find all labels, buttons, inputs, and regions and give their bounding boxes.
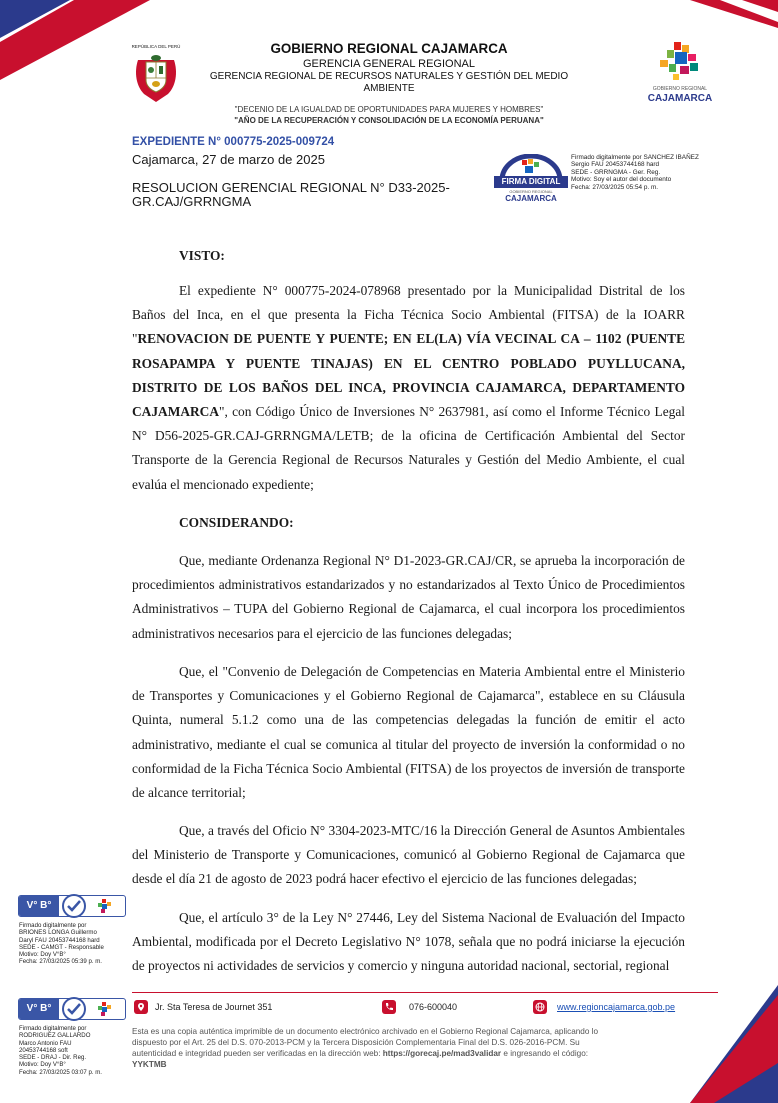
checkmark-seal-icon	[61, 893, 87, 919]
visto-text-end: ", con Código Único de Inversiones N° 2637981, así como el Informe Técnico Legal N° D56-2025-GR.CAJ-GRRNGMA/LETB; de la oficina de Certificación Ambiental del Sector Transporte de la Gerencia Regional de Recursos Naturales y Gestión del Medio Ambiente, el cual evalúa el mencionado expediente;	[132, 404, 685, 492]
visto-bueno-stamp-1	[18, 895, 126, 917]
visto-bueno-2-details	[19, 1025, 127, 1076]
legal-note-line-1: Esta es una copia auténtica imprimible de un documento electrónico archivado en el Gobierno Regional Cajamarca, aplicando lo	[132, 1027, 599, 1036]
visto-bueno-1-details	[19, 922, 127, 966]
footer-divider	[132, 992, 718, 993]
considerando-paragraph-4	[132, 906, 685, 979]
firma-digital-big: CAJAMARCA	[505, 194, 557, 203]
vb1-line-2: BRIONES LONGA Guillermo	[19, 929, 97, 937]
location-pin-icon	[134, 1000, 148, 1014]
year-slogan: "AÑO DE LA RECUPERACIÓN Y CONSOLIDACIÓN DE LA ECONOMÍA PERUANA"	[234, 116, 544, 125]
paragraph-convenio: Que, el "Convenio de Delegación de Competencias en Materia Ambiental entre el Ministerio de Transportes y Comunicaciones y el Gobierno Regional de Cajamarca", establece en su Cláusula Quinta, numeral 5.1.2 como una de las competencias delegadas la función de emitir el acto administrativo, mediante el cual se comunica al titular del proyecto de inversión la conformidad o no conformidad de la Ficha Técnica Socio Ambiental (FITSA) de los proyectos de inversión de transporte de alcance territorial;	[132, 664, 685, 801]
header-subtitle-2: GERENCIA REGIONAL DE RECURSOS NATURALES Y GESTIÓN DEL MEDIO	[209, 71, 569, 82]
footer-legal-note	[132, 1026, 637, 1070]
logo-big-text: CAJAMARCA	[647, 93, 713, 104]
visto-text-start: El expediente N° 000775-2024-078968 presentado por la Municipalidad Distrital de los Baños del Inca, en el que presenta la Ficha Técnica Socio Ambiental (FITSA) de la IOARR "	[132, 283, 685, 347]
vb1-line-6: Fecha: 27/03/2025 05:39 p. m.	[19, 958, 103, 966]
resolution-number-line2: GR.CAJ/GRRNGMA	[132, 194, 252, 209]
digital-signature-badge	[494, 154, 568, 204]
vb2-line-7: Fecha: 27/03/2025 03:07 p. m.	[19, 1068, 103, 1076]
visto-bueno-stamp-2	[18, 998, 126, 1020]
regional-mini-logo-icon	[97, 899, 111, 913]
paragraph-ordenanza: Que, mediante Ordenanza Regional N° D1-2023-GR.CAJ/CR, se aprueba la incorporación de procedimientos administrativos estandarizados y no estandarizados al Texto Único de Procedimientos Administrativos – TUPA del Gobierno Regional de Cajamarca, el cual incorpora los procedimientos administrativos necesarios para el ejercicio de las funciones delegadas;	[132, 553, 685, 641]
vb1-line-1: Firmado digitalmente por	[19, 922, 87, 929]
vb2-line-4: 20453744168 soft	[19, 1046, 68, 1054]
legal-note-line-2: dispuesto por el Art. 25 del D.S. 070-2013-PCM y la Tercera Disposición Complementaria Final del D.S. 026-2016-PCM. Su	[132, 1038, 580, 1047]
vb2-line-1: Firmado digitalmente por	[19, 1025, 87, 1032]
seal-caption: REPÚBLICA DEL PERÚ	[131, 44, 181, 49]
paragraph-ley-27446: Que, el artículo 3° de la Ley N° 27446, Ley del Sistema Nacional de Evaluación del Impacto Ambiental, modificada por el Decreto Legislativo N° 1078, señala que no podrá iniciarse la ejecución de proyectos ni actividades de servicios y comercio y ninguna autoridad nacional, sectorial, regional	[132, 910, 685, 974]
top-right-corner-stripes	[680, 0, 778, 45]
signature-line-2: Sergio FAU 20453744168 hard	[571, 161, 660, 169]
header-subtitle-3: AMBIENTE	[363, 83, 415, 94]
document-date: Cajamarca, 27 de marzo de 2025	[132, 152, 325, 167]
vb1-line-3: Daryl FAU 20453744168 hard	[19, 936, 100, 944]
considerando-paragraph-2	[132, 660, 685, 805]
firma-digital-small: GOBIERNO REGIONAL	[509, 189, 553, 194]
paragraph-oficio: Que, a través del Oficio N° 3304-2023-MTC/16 la Dirección General de Asuntos Ambientales del Ministerio de Transporte y Comunicaciones, comunicó al Gobierno Regional de Cajamarca que desde el día 21 de agosto de 2023 podrá hacer efectivo el ejercicio de las funciones delegadas;	[132, 823, 685, 887]
signature-line-4: Motivo: Soy el autor del documento	[571, 176, 672, 184]
footer-phone: 076-600040	[409, 1002, 458, 1012]
bottom-right-corner-stripes	[690, 985, 778, 1103]
legal-note-line-3-end: e ingresando el código:	[501, 1049, 589, 1058]
header-title: GOBIERNO REGIONAL CAJAMARCA	[270, 41, 508, 56]
cajamarca-logo-icon	[658, 42, 704, 84]
vb-label: V° B°	[19, 896, 59, 916]
considerando-paragraph-1	[132, 549, 685, 646]
logo-small-text: GOBIERNO REGIONAL	[652, 86, 708, 92]
firma-digital-label: FIRMA DIGITAL	[501, 177, 561, 186]
vb2-line-5: SEDE - DRAJ - Dir. Reg.	[19, 1054, 87, 1062]
considerando-heading: CONSIDERANDO:	[179, 515, 294, 530]
vb1-line-4: SEDE - CAMGT - Responsable	[19, 943, 104, 951]
vb2-line-3: Marco Antonio FAU	[19, 1039, 72, 1047]
decade-slogan: "DECENIO DE LA IGUALDAD DE OPORTUNIDADES PARA MUJERES Y HOMBRES"	[234, 105, 544, 114]
digital-signature-details	[571, 154, 731, 191]
globe-icon	[533, 1000, 547, 1014]
vb2-line-2: RODRIGUEZ GALLARDO	[19, 1032, 91, 1040]
header-subtitle: GERENCIA GENERAL REGIONAL	[303, 58, 475, 70]
regional-government-logo	[642, 42, 718, 106]
legal-note-line-3: autenticidad e integridad pueden ser verificadas en la dirección web:	[132, 1049, 383, 1058]
signature-line-3: SEDE - GRRNGMA - Ger. Reg.	[571, 168, 661, 176]
vb2-line-6: Motivo: Doy V°B°	[19, 1061, 66, 1069]
page-number: Pág. 1 / 6	[660, 1048, 693, 1057]
vb-label: V° B°	[19, 999, 59, 1019]
visto-heading: VISTO:	[179, 248, 225, 263]
footer-address: Jr. Sta Teresa de Journet 351	[155, 1002, 273, 1012]
regional-mini-logo-icon	[97, 1002, 111, 1016]
expediente-number: EXPEDIENTE N° 000775-2025-009724	[132, 136, 335, 148]
visto-paragraph	[132, 279, 685, 497]
verification-code: YYKTMB	[132, 1060, 167, 1069]
considerando-paragraph-3	[132, 819, 685, 892]
project-name: RENOVACION DE PUENTE Y PUENTE; EN EL(LA) VÍA VECINAL CA – 1102 (PUENTE ROSAPAMPA Y PUENTE TINAJAS) EN EL CENTRO POBLADO PUYLLUCANA, DISTRITO DE LOS BAÑOS DEL INCA, PROVINCIA CAJAMARCA, DEPARTAMENTO CAJAMARCA	[132, 331, 685, 420]
signature-line-5: Fecha: 27/03/2025 05:54 p. m.	[571, 183, 659, 191]
vb1-line-5: Motivo: Doy V°B°	[19, 951, 66, 959]
checkmark-seal-icon	[61, 996, 87, 1022]
footer-website-link[interactable]: www.regioncajamarca.gob.pe	[557, 1002, 676, 1012]
validation-url: https://gorecaj.pe/mad3validar	[382, 1049, 502, 1058]
resolution-number-line1: RESOLUCION GERENCIAL REGIONAL N° D33-2025-	[132, 180, 450, 195]
signature-line-1: Firmado digitalmente por SANCHEZ IBAÑEZ	[571, 154, 699, 161]
phone-icon	[382, 1000, 396, 1014]
